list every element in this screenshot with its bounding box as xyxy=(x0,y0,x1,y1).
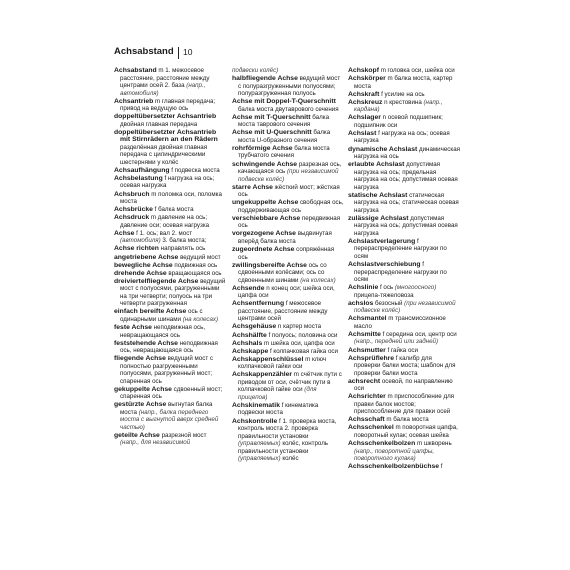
dictionary-entry xyxy=(114,191,226,206)
dictionary-entry xyxy=(348,315,460,330)
entry-translation: колёс xyxy=(280,455,299,463)
entry-headword: feste Achse xyxy=(114,324,152,331)
entry-headword: Achslinie xyxy=(348,284,379,292)
dictionary-entry xyxy=(348,238,460,261)
entry-headword: Achsbelastung xyxy=(114,174,163,182)
entry-translation: f перераспределение нагрузки по осям xyxy=(354,261,447,284)
dictionary-entry xyxy=(114,245,226,253)
entry-headword: Achsschaft xyxy=(348,416,385,424)
dictionary-entry xyxy=(114,401,226,431)
entry-headword: Achse xyxy=(114,229,135,237)
dictionary-entry xyxy=(348,99,460,114)
entry-headword: Achsantrieb xyxy=(114,97,154,105)
entry-headword: Achskinematik xyxy=(232,401,280,409)
entry-translation: m давление на ось; давление оси; осевая нагрузка xyxy=(120,214,210,229)
entry-translation: m балка моста, картер моста xyxy=(354,75,453,90)
entry-headword: dynamische Achslast xyxy=(348,145,418,153)
dictionary-entry xyxy=(348,261,460,284)
dictionary-entry xyxy=(348,424,460,439)
entry-headword: Achsaufhängung xyxy=(114,166,170,174)
entry-translation: m счётчик пути с приводом от оси, счётчик пути в колпачковой гайке оси xyxy=(238,371,342,394)
dictionary-entry xyxy=(232,348,344,356)
entry-usage-note: (для прицепов) xyxy=(238,386,317,401)
entry-headword: Achsmitte xyxy=(348,330,381,338)
dictionary-entry xyxy=(114,113,226,128)
dictionary-entry xyxy=(114,206,226,214)
entry-translation: свободная ось, поддерживающая ось xyxy=(238,199,344,214)
entry-translation: балка моста двутаврового сечения xyxy=(238,105,339,113)
entry-headword: achslos xyxy=(348,299,374,307)
entry-headword: Achsschenkelbolzenbüchse xyxy=(348,463,440,471)
entry-translation: m поломка оси, поломка моста xyxy=(120,190,222,206)
entry-usage-note: (при независимой подвеске колёс) xyxy=(238,168,339,183)
entry-headword: ungekuppelte Achse xyxy=(232,199,299,207)
dictionary-entry xyxy=(114,355,226,385)
entry-translation: f 1. проверка моста, контроль моста 2. проверка правильности установки xyxy=(238,417,337,440)
dictionary-entry xyxy=(348,300,460,315)
dictionary-entry xyxy=(348,347,460,355)
entry-translation: выгнутая балка моста xyxy=(120,401,213,416)
entry-headword: Achsdruck xyxy=(114,214,150,222)
entry-translation: подвижная ось xyxy=(172,261,218,269)
dictionary-entry xyxy=(348,146,460,161)
dictionary-entry xyxy=(348,130,460,145)
entry-headword: gekuppelte Achse xyxy=(114,385,172,393)
entry-translation: динамическая нагрузка на ось xyxy=(354,145,461,161)
column-1 xyxy=(114,67,226,448)
dictionary-entry xyxy=(232,332,344,340)
entry-translation: f подвеска моста xyxy=(169,166,220,174)
entry-headword: Achse richten xyxy=(114,245,159,253)
entry-headword: verschiebbare Achse xyxy=(232,214,301,222)
entry-headword: Achshals xyxy=(232,339,263,347)
entry-headword: Achsbruch xyxy=(114,190,150,198)
entry-headword: einfach bereifte Achse xyxy=(114,308,187,316)
dictionary-entry xyxy=(348,463,460,471)
entry-translation: ведущий мост с полуразгруженными полуосями; полуразгруженная полуось xyxy=(238,75,341,98)
entry-headword: angetriebene Achse xyxy=(114,253,179,261)
entry-translation: n картер моста xyxy=(276,323,322,331)
dictionary-entry xyxy=(232,418,344,463)
dictionary-entry xyxy=(348,215,460,238)
entry-translation: f межосевое расстояние, расстояние между центрами осей xyxy=(238,300,328,323)
entry-headword: Achskreuz xyxy=(348,98,383,106)
dictionary-entry xyxy=(114,175,226,190)
entry-translation: вращающаяся ось xyxy=(166,269,222,277)
dictionary-entry xyxy=(348,284,460,299)
entry-translation: f балка моста xyxy=(152,206,194,214)
dictionary-entry xyxy=(348,161,460,191)
dictionary-entry xyxy=(348,192,460,215)
entry-headword: halbfliegende Achse xyxy=(232,75,298,83)
entry-headword: Achse mit Doppel-T-Querschnitt xyxy=(232,98,336,106)
running-header xyxy=(114,46,458,60)
entry-usage-note: (напр., автомобиля) xyxy=(120,82,206,97)
entry-usage-note: (при независимой подвеске колёс) xyxy=(354,299,456,315)
dictionary-entry xyxy=(114,262,226,270)
entry-translation: f нагрузка на ось; осевая нагрузка xyxy=(354,129,450,145)
entry-headword: Achskopf xyxy=(348,67,379,74)
entry-translation: выдвинутая вперёд балка моста xyxy=(238,230,332,245)
dictionary-entry xyxy=(232,356,344,371)
entry-headword: Achsende xyxy=(232,284,265,292)
entry-headword: bewegliche Achse xyxy=(114,261,173,269)
dictionary-entry xyxy=(232,371,344,401)
entry-translation: передвижная ось xyxy=(238,214,341,230)
dictionary-entry xyxy=(232,98,344,113)
dictionary-entry xyxy=(114,167,226,175)
entry-translation: ось со сдвоенными колёсами; ось со сдвоенными шинами xyxy=(238,261,327,284)
entry-headword: Achsmutter xyxy=(348,346,386,354)
entry-headword: Achslastverlagerung xyxy=(348,237,416,245)
entry-usage-note: (напр., кардана) xyxy=(354,98,443,114)
entry-translation: балка моста таврового сечения xyxy=(238,113,330,129)
dictionary-entry xyxy=(348,416,460,424)
entry-headword: feststehende Achse xyxy=(114,339,178,347)
dictionary-entry xyxy=(232,67,344,75)
dictionary-entry xyxy=(232,114,344,129)
entry-usage-note: (напр., поворотной цапфы, поворотного кулака) xyxy=(354,447,435,463)
entry-translation: допустимая нагрузка на ось; предельная нагрузка на ось; допустимая осевая нагрузка xyxy=(354,161,458,191)
entry-usage-note: (на колесах) xyxy=(182,315,219,323)
entry-translation: статическая нагрузка на ось; статическая осевая нагрузка xyxy=(354,191,459,214)
entry-translation: ведущий мост xyxy=(178,253,221,261)
entry-translation: сдвоенный мост; спаренная ось xyxy=(120,385,223,401)
entry-headword: fliegende Achse xyxy=(114,355,166,363)
column-2 xyxy=(232,67,344,463)
dictionary-entry xyxy=(348,331,460,346)
entry-headword: rohrförmige Achse xyxy=(232,144,293,152)
entry-translation: f xyxy=(439,463,443,471)
entry-translation: m приспособление для правки балок мостов; приспособление для правки осей xyxy=(354,393,455,416)
entry-headword: Achse mit T-Querschnitt xyxy=(232,113,311,121)
dictionary-entry xyxy=(114,270,226,278)
entry-translation: n осевой подшипник; подшипник оси xyxy=(354,114,443,129)
entry-usage-note: (напр., передней или задней) xyxy=(354,338,439,346)
dictionary-entry xyxy=(232,323,344,331)
dictionary-entry xyxy=(114,67,226,97)
entry-translation: n крестовина xyxy=(382,98,424,106)
dictionary-entry xyxy=(114,432,226,447)
dictionary-entry xyxy=(114,230,226,245)
dictionary-entry xyxy=(232,215,344,230)
entry-headword: Achshälfte xyxy=(232,331,267,339)
entry-headword: schwingende Achse xyxy=(232,160,298,168)
dictionary-entry xyxy=(114,98,226,113)
entry-translation: m балка моста xyxy=(384,416,429,424)
entry-translation: жёсткий мост; жёсткая ось xyxy=(238,183,340,199)
entry-headword: statische Achslast xyxy=(348,191,408,199)
dictionary-entry xyxy=(232,161,344,184)
entry-translation: балка моста U-образного сечения xyxy=(238,129,331,144)
entry-usage-note: (напр., балка переднего моста с выгнутой вверх средней частью) xyxy=(120,408,219,431)
entry-translation: ведущий мост с полностью разгруженными полуосями, разгруженный мост; спаренная ось xyxy=(120,355,213,385)
dictionary-entry xyxy=(348,75,460,90)
entry-translation: m шкворень xyxy=(415,440,452,448)
entry-headword: Achskappenschlüssel xyxy=(232,355,304,363)
entry-translation: f усилие на ось xyxy=(379,90,425,98)
entry-headword: Achsabstand xyxy=(114,67,157,74)
entry-translation: m шейка оси, цапфа оси xyxy=(262,339,335,347)
dictionary-entry xyxy=(232,145,344,160)
entry-headword: doppeltübersetzter Achsantrieb xyxy=(114,113,217,121)
dictionary-entry xyxy=(232,75,344,98)
entry-headword: Achskontrolle xyxy=(232,417,278,425)
dictionary-entry xyxy=(232,246,344,261)
entry-headword: Achsprüflehre xyxy=(348,354,395,362)
entry-headword: gestürzte Achse xyxy=(114,401,167,409)
header-guide-word: Achsabstand xyxy=(114,46,174,57)
entry-headword: Achsschenkelbolzen xyxy=(348,440,416,448)
dictionary-entry xyxy=(114,340,226,355)
entry-translation: f калибр для проверки балки моста; шаблон для проверки балки моста xyxy=(354,354,456,377)
dictionary-entry xyxy=(232,340,344,348)
entry-headword: Achslastverschiebung xyxy=(348,261,421,269)
entry-translation: f нагрузка на ось; осевая нагрузка xyxy=(120,174,215,190)
entry-translation: f гайка оси xyxy=(385,346,418,354)
entry-usage-note: подвески колёс) xyxy=(232,67,279,74)
entry-translation: осевой, по направлению оси xyxy=(354,377,453,393)
entry-headword: Achse mit U-Querschnitt xyxy=(232,129,312,137)
entry-translation: двойная главная передача xyxy=(120,120,198,128)
entry-translation: балка моста трубчатого сечения xyxy=(238,144,330,160)
entry-translation: допустимая нагрузка на ось; допустимая осевая нагрузка xyxy=(354,214,458,237)
entry-headword: Achskörper xyxy=(348,75,386,83)
dictionary-entry xyxy=(232,184,344,199)
entry-headword: zulässige Achslast xyxy=(348,214,409,222)
entry-translation: сопряжённая ось xyxy=(238,246,335,261)
dictionary-entry xyxy=(232,129,344,144)
entry-headword: Achsentfernung xyxy=(232,300,285,308)
dictionary-entry xyxy=(114,324,226,339)
dictionary-entry xyxy=(348,67,460,75)
entry-headword: zwillingsbereifte Achse xyxy=(232,261,307,269)
dictionary-entry xyxy=(232,285,344,300)
entry-translation: f ось xyxy=(378,284,395,292)
entry-translation: f 1. ось; вал 2. мост xyxy=(134,229,193,237)
dictionary-entry xyxy=(114,254,226,262)
dictionary-entry xyxy=(348,355,460,378)
entry-usage-note: (на колесах) xyxy=(300,276,336,284)
entry-translation: f перераспределение нагрузки по осям xyxy=(354,237,447,260)
entry-translation: f колпачковая гайка оси xyxy=(268,347,338,355)
entry-headword: Achskappe xyxy=(232,347,269,355)
entry-headword: geteilte Achse xyxy=(114,431,160,439)
entry-usage-note: (автомобиля) xyxy=(120,237,161,245)
entry-translation: разделённая двойная главная передача с цилиндрическими шестернями у колёс xyxy=(120,143,208,166)
dictionary-entry xyxy=(114,214,226,229)
dictionary-entry xyxy=(348,91,460,99)
dictionary-entry xyxy=(232,300,344,323)
dictionary-entry xyxy=(348,378,460,393)
entry-translation: f середина оси, центр оси xyxy=(380,330,457,338)
dictionary-entry xyxy=(114,386,226,401)
entry-translation: направлять ось xyxy=(158,245,206,253)
dictionary-entry xyxy=(348,114,460,129)
dictionary-entry xyxy=(114,308,226,323)
entry-usage-note: (многоосного) xyxy=(394,284,437,292)
dictionary-entry xyxy=(348,393,460,416)
column-3 xyxy=(348,67,460,471)
entry-translation: ведущий мост с полуосями, разгруженными на три четверти; полуось на три четверти разгруженная xyxy=(120,277,226,308)
dictionary-entry xyxy=(232,199,344,214)
entry-usage-note: (напр., для независимой xyxy=(120,439,191,447)
entry-translation: f кинематика подвески моста xyxy=(238,401,319,417)
entry-usage-note: (управляемых) xyxy=(238,455,281,463)
entry-translation: 3. балка моста; xyxy=(160,237,207,245)
entry-headword: Achskraft xyxy=(348,90,380,98)
entry-translation: неподвижная ось, невращающаяся ось xyxy=(120,339,218,355)
entry-headword: Achsmantel xyxy=(348,315,387,323)
entry-translation: m поворотная цапфа, поворотный кулак; осевая шейка xyxy=(354,424,458,439)
entry-translation: m трансмиссионное масло xyxy=(354,315,446,330)
entry-translation: колёс, контроль правильности установки xyxy=(238,440,329,455)
entry-translation: разрезной мост xyxy=(159,431,207,439)
entry-headword: Achsbrücke xyxy=(114,206,153,214)
entry-translation: m 1. межосевое расстояние, расстояние между центрами осей 2. база xyxy=(120,67,210,89)
entry-headword: doppeltübersetzter Achsantrieb mit Stirnrädern an den Rädern xyxy=(114,128,218,144)
entry-translation: m главная передача; привод на ведущую ось xyxy=(120,97,216,113)
entry-usage-note: (управляемых) xyxy=(238,440,281,448)
entry-translation: неподвижная ось, невращающаяся ось xyxy=(120,324,206,339)
dictionary-entry xyxy=(232,402,344,417)
dictionary-entry xyxy=(114,278,226,308)
entry-headword: drehende Achse xyxy=(114,269,167,277)
entry-headword: zugeordnete Achse xyxy=(232,246,295,254)
header-divider xyxy=(178,47,179,59)
page-number: 10 xyxy=(183,47,193,57)
entry-translation: разрезная ось, качающаяся ось xyxy=(238,160,342,176)
entry-translation: m головка оси, шейка оси xyxy=(378,67,455,74)
entry-headword: erlaubte Achslast xyxy=(348,161,405,169)
entry-headword: dreiviertelfliegende Achse xyxy=(114,277,199,285)
entry-headword: Achsschenkel xyxy=(348,424,394,432)
dictionary-entry xyxy=(114,129,226,167)
entry-headword: Achslager xyxy=(348,114,381,122)
dictionary-entry xyxy=(232,262,344,285)
entry-translation: прицепа-тяжеловоза xyxy=(354,291,414,299)
entry-headword: starre Achse xyxy=(232,183,273,191)
dictionary-entry xyxy=(232,230,344,245)
dictionary-entry xyxy=(348,440,460,463)
entry-translation: безосный xyxy=(373,299,405,307)
entry-headword: achsrecht xyxy=(348,377,381,385)
entry-headword: vorgezogene Achse xyxy=(232,230,296,238)
entry-translation: ось с одинарными шинами xyxy=(120,308,203,323)
entry-headword: Achslast xyxy=(348,129,377,137)
entry-translation: f полуось; половина оси xyxy=(266,331,338,339)
entry-headword: Achskappenzähler xyxy=(232,371,293,379)
entry-headword: Achsgehäuse xyxy=(232,323,277,331)
entry-translation: n конец оси; шейка оси, цапфа оси xyxy=(238,284,335,300)
entry-translation: m ключ колпачковой гайки оси xyxy=(238,355,327,371)
entry-headword: Achsrichter xyxy=(348,393,386,401)
